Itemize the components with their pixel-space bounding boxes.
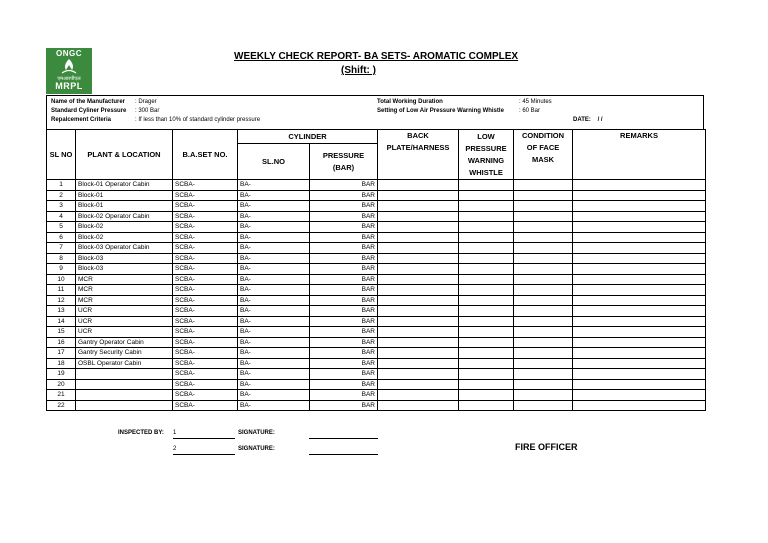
cell-sl-no: 19 (47, 369, 76, 380)
cell-remarks (573, 348, 706, 359)
cell-cylinder-sl-no: BA- (238, 190, 310, 201)
cell-sl-no: 5 (47, 222, 76, 233)
cell-sl-no: 7 (47, 243, 76, 254)
cell-plant-location (76, 379, 173, 390)
table-row (47, 379, 706, 390)
cell-face-mask (514, 243, 573, 254)
cell-low-pressure-whistle (459, 316, 514, 327)
cell-remarks (573, 222, 706, 233)
cell-remarks (573, 232, 706, 243)
cell-low-pressure-whistle (459, 222, 514, 233)
info-row: Setting of Low Air Pressure Warning Whistle : 60 Bar (377, 108, 541, 114)
cell-pressure: BAR (310, 190, 378, 201)
cell-cylinder-sl-no: BA- (238, 306, 310, 317)
cell-face-mask (514, 211, 573, 222)
cell-back-plate (378, 348, 459, 359)
table-row (47, 232, 706, 243)
cell-remarks (573, 358, 706, 369)
cell-ba-set-no: SCBA- (173, 348, 238, 359)
cell-ba-set-no: SCBA- (173, 327, 238, 338)
cell-ba-set-no: SCBA- (173, 400, 238, 411)
cell-pressure: BAR (310, 348, 378, 359)
cell-ba-set-no: SCBA- (173, 232, 238, 243)
cell-back-plate (378, 285, 459, 296)
cell-face-mask (514, 358, 573, 369)
table-row (47, 316, 706, 327)
cell-ba-set-no: SCBA- (173, 306, 238, 317)
date-value: / / (597, 117, 603, 123)
cell-pressure: BAR (310, 369, 378, 380)
cell-face-mask (514, 327, 573, 338)
cell-back-plate (378, 180, 459, 191)
logo-text-mrpl: MRPL (55, 81, 83, 91)
fire-officer-label: FIRE OFFICER (515, 442, 578, 452)
cell-low-pressure-whistle (459, 379, 514, 390)
info-row: Name of the Manufacturer : Drager (51, 99, 157, 105)
cell-remarks (573, 253, 706, 264)
cell-pressure: BAR (310, 306, 378, 317)
header-remarks: REMARKS (573, 130, 706, 180)
cell-pressure: BAR (310, 400, 378, 411)
cell-cylinder-sl-no: BA- (238, 390, 310, 401)
cell-face-mask (514, 190, 573, 201)
cell-sl-no: 20 (47, 379, 76, 390)
table-row (47, 201, 706, 212)
cell-ba-set-no: SCBA- (173, 358, 238, 369)
cell-back-plate (378, 190, 459, 201)
cell-cylinder-sl-no: BA- (238, 295, 310, 306)
table-row (47, 358, 706, 369)
cell-face-mask (514, 306, 573, 317)
cell-remarks (573, 369, 706, 380)
cell-remarks (573, 316, 706, 327)
signature-line-1 (309, 438, 378, 439)
cell-remarks (573, 400, 706, 411)
logo-text-ongc: ONGC (56, 49, 82, 58)
cell-plant-location: Block-02 Operator Cabin (76, 211, 173, 222)
cell-cylinder-sl-no: BA- (238, 232, 310, 243)
cell-ba-set-no: SCBA- (173, 190, 238, 201)
cell-pressure: BAR (310, 180, 378, 191)
cell-plant-location: Block-02 (76, 232, 173, 243)
info-row: Total Working Duration : 45 Minutes (377, 99, 552, 105)
cell-cylinder-sl-no: BA- (238, 285, 310, 296)
cell-back-plate (378, 243, 459, 254)
cell-back-plate (378, 264, 459, 275)
table-row (47, 190, 706, 201)
cell-back-plate (378, 306, 459, 317)
table-row (47, 390, 706, 401)
cell-cylinder-sl-no: BA- (238, 379, 310, 390)
cell-ba-set-no: SCBA- (173, 253, 238, 264)
cell-ba-set-no: SCBA- (173, 390, 238, 401)
cell-remarks (573, 295, 706, 306)
cell-remarks (573, 201, 706, 212)
cell-back-plate (378, 316, 459, 327)
header-ba-set-no: B.A.SET NO. (173, 130, 238, 180)
cell-pressure: BAR (310, 232, 378, 243)
cell-back-plate (378, 232, 459, 243)
title-line-1: WEEKLY CHECK REPORT- BA SETS- AROMATIC COMPLEX (234, 51, 519, 62)
cell-ba-set-no: SCBA- (173, 316, 238, 327)
cell-pressure: BAR (310, 358, 378, 369)
cell-plant-location: MCR (76, 295, 173, 306)
signature-label-2: SIGNATURE: (238, 446, 275, 452)
cell-face-mask (514, 232, 573, 243)
cell-sl-no: 14 (47, 316, 76, 327)
header-sl-no: SL NO (47, 130, 76, 180)
cell-back-plate (378, 201, 459, 212)
inspector-line-2 (173, 454, 235, 455)
cell-low-pressure-whistle (459, 295, 514, 306)
table-row (47, 295, 706, 306)
cell-low-pressure-whistle (459, 243, 514, 254)
cell-plant-location: Gantry Security Cabin (76, 348, 173, 359)
table-row (47, 264, 706, 275)
cell-back-plate (378, 295, 459, 306)
cell-back-plate (378, 379, 459, 390)
cell-back-plate (378, 358, 459, 369)
cell-pressure: BAR (310, 201, 378, 212)
cell-low-pressure-whistle (459, 306, 514, 317)
cell-face-mask (514, 379, 573, 390)
header-pressure-bar: PRESSURE (BAR) (310, 144, 378, 180)
cell-low-pressure-whistle (459, 285, 514, 296)
cell-plant-location: UCR (76, 316, 173, 327)
cell-pressure: BAR (310, 222, 378, 233)
inspected-by-label: INSPECTED BY: (118, 430, 164, 436)
table-row (47, 285, 706, 296)
cell-pressure: BAR (310, 253, 378, 264)
cell-remarks (573, 337, 706, 348)
cell-low-pressure-whistle (459, 264, 514, 275)
cell-pressure: BAR (310, 211, 378, 222)
cell-pressure: BAR (310, 379, 378, 390)
cell-low-pressure-whistle (459, 337, 514, 348)
cell-back-plate (378, 400, 459, 411)
cell-low-pressure-whistle (459, 369, 514, 380)
cell-sl-no: 10 (47, 274, 76, 285)
cell-remarks (573, 327, 706, 338)
cell-face-mask (514, 295, 573, 306)
cell-face-mask (514, 264, 573, 275)
cell-plant-location: Gantry Operator Cabin (76, 337, 173, 348)
cell-face-mask (514, 253, 573, 264)
cell-cylinder-sl-no: BA- (238, 201, 310, 212)
header-cylinder-sl-no: SL.NO (238, 144, 310, 180)
cell-ba-set-no: SCBA- (173, 201, 238, 212)
cell-plant-location: Block-01 (76, 190, 173, 201)
table-row (47, 274, 706, 285)
cell-low-pressure-whistle (459, 274, 514, 285)
cell-remarks (573, 274, 706, 285)
cell-low-pressure-whistle (459, 201, 514, 212)
table-row (47, 243, 706, 254)
cell-pressure: BAR (310, 274, 378, 285)
cell-sl-no: 16 (47, 337, 76, 348)
cell-cylinder-sl-no: BA- (238, 222, 310, 233)
table-row (47, 337, 706, 348)
cell-cylinder-sl-no: BA- (238, 180, 310, 191)
cell-back-plate (378, 390, 459, 401)
cell-plant-location: MCR (76, 274, 173, 285)
cell-cylinder-sl-no: BA- (238, 253, 310, 264)
cell-ba-set-no: SCBA- (173, 180, 238, 191)
cell-low-pressure-whistle (459, 211, 514, 222)
header-plant-location: PLANT & LOCATION (76, 130, 173, 180)
cell-cylinder-sl-no: BA- (238, 369, 310, 380)
signature-line-2 (309, 454, 378, 455)
cell-back-plate (378, 253, 459, 264)
cell-face-mask (514, 285, 573, 296)
cell-remarks (573, 180, 706, 191)
cell-low-pressure-whistle (459, 327, 514, 338)
table-row (47, 222, 706, 233)
info-right (377, 98, 552, 116)
cell-low-pressure-whistle (459, 232, 514, 243)
title-line-2: (Shift: ) (341, 65, 376, 76)
company-logo (46, 48, 92, 94)
cell-low-pressure-whistle (459, 400, 514, 411)
cell-plant-location: MCR (76, 285, 173, 296)
cell-back-plate (378, 274, 459, 285)
cell-back-plate (378, 222, 459, 233)
cell-remarks (573, 211, 706, 222)
cell-face-mask (514, 201, 573, 212)
cell-low-pressure-whistle (459, 180, 514, 191)
cell-ba-set-no: SCBA- (173, 337, 238, 348)
cell-cylinder-sl-no: BA- (238, 274, 310, 285)
inspector-number-2: 2 (173, 446, 177, 452)
cell-sl-no: 9 (47, 264, 76, 275)
cell-back-plate (378, 211, 459, 222)
cell-plant-location: Block-01 (76, 201, 173, 212)
cell-low-pressure-whistle (459, 358, 514, 369)
cell-sl-no: 2 (47, 190, 76, 201)
cell-sl-no: 11 (47, 285, 76, 296)
table-row (47, 327, 706, 338)
cell-sl-no: 22 (47, 400, 76, 411)
cell-pressure: BAR (310, 264, 378, 275)
inspector-number-1: 1 (173, 430, 177, 436)
cell-cylinder-sl-no: BA- (238, 243, 310, 254)
cell-cylinder-sl-no: BA- (238, 358, 310, 369)
cell-sl-no: 8 (47, 253, 76, 264)
cell-plant-location (76, 400, 173, 411)
info-row: Repalcement Criteria : If less than 10% of standard cylinder pressure (51, 117, 261, 123)
cell-back-plate (378, 369, 459, 380)
info-row: Standard Cyliner Pressure : 300 Bar (51, 108, 160, 114)
logo-text-hindi: एमआरपीएल (57, 76, 81, 82)
cell-ba-set-no: SCBA- (173, 243, 238, 254)
table-body (47, 180, 706, 411)
cell-cylinder-sl-no: BA- (238, 211, 310, 222)
header-back-plate: BACK PLATE/HARNESS (378, 130, 459, 180)
date-field (573, 116, 603, 125)
cell-sl-no: 3 (47, 201, 76, 212)
header-cylinder: CYLINDER (238, 130, 378, 144)
info-left (51, 98, 260, 125)
table-row (47, 306, 706, 317)
cell-remarks (573, 390, 706, 401)
cell-face-mask (514, 222, 573, 233)
cell-plant-location: Block-01 Operator Cabin (76, 180, 173, 191)
cell-ba-set-no: SCBA- (173, 285, 238, 296)
cell-back-plate (378, 327, 459, 338)
info-block (46, 95, 704, 129)
cell-plant-location: UCR (76, 327, 173, 338)
header-low-pressure-whistle: LOW PRESSURE WARNING WHISTLE (459, 130, 514, 180)
cell-remarks (573, 243, 706, 254)
table-row (47, 180, 706, 191)
cell-low-pressure-whistle (459, 390, 514, 401)
cell-sl-no: 6 (47, 232, 76, 243)
cell-cylinder-sl-no: BA- (238, 348, 310, 359)
cell-remarks (573, 306, 706, 317)
cell-low-pressure-whistle (459, 190, 514, 201)
cell-low-pressure-whistle (459, 253, 514, 264)
cell-plant-location (76, 390, 173, 401)
cell-face-mask (514, 348, 573, 359)
cell-back-plate (378, 337, 459, 348)
cell-pressure: BAR (310, 316, 378, 327)
cell-sl-no: 13 (47, 306, 76, 317)
cell-face-mask (514, 337, 573, 348)
cell-remarks (573, 379, 706, 390)
cell-ba-set-no: SCBA- (173, 264, 238, 275)
date-label: DATE: (573, 117, 591, 123)
cell-remarks (573, 190, 706, 201)
cell-sl-no: 17 (47, 348, 76, 359)
cell-ba-set-no: SCBA- (173, 211, 238, 222)
table-row (47, 211, 706, 222)
ba-sets-table (46, 129, 706, 411)
cell-cylinder-sl-no: BA- (238, 264, 310, 275)
cell-plant-location: UCR (76, 306, 173, 317)
cell-plant-location: Block-03 Operator Cabin (76, 243, 173, 254)
cell-plant-location (76, 369, 173, 380)
cell-face-mask (514, 316, 573, 327)
cell-pressure: BAR (310, 295, 378, 306)
header-face-mask: CONDITION OF FACE MASK (514, 130, 573, 180)
flame-emblem-icon (59, 58, 79, 76)
cell-ba-set-no: SCBA- (173, 295, 238, 306)
cell-cylinder-sl-no: BA- (238, 400, 310, 411)
cell-pressure: BAR (310, 285, 378, 296)
cell-sl-no: 18 (47, 358, 76, 369)
table-row (47, 253, 706, 264)
cell-sl-no: 21 (47, 390, 76, 401)
cell-plant-location: Block-03 (76, 253, 173, 264)
table-row (47, 400, 706, 411)
cell-pressure: BAR (310, 243, 378, 254)
cell-cylinder-sl-no: BA- (238, 316, 310, 327)
cell-plant-location: OSBL Operator Cabin (76, 358, 173, 369)
cell-pressure: BAR (310, 337, 378, 348)
cell-ba-set-no: SCBA- (173, 222, 238, 233)
cell-remarks (573, 264, 706, 275)
cell-face-mask (514, 274, 573, 285)
inspector-line-1 (173, 438, 235, 439)
cell-face-mask (514, 180, 573, 191)
cell-cylinder-sl-no: BA- (238, 337, 310, 348)
cell-ba-set-no: SCBA- (173, 379, 238, 390)
cell-plant-location: Block-02 (76, 222, 173, 233)
cell-pressure: BAR (310, 327, 378, 338)
cell-plant-location: Block-03 (76, 264, 173, 275)
cell-face-mask (514, 390, 573, 401)
cell-ba-set-no: SCBA- (173, 274, 238, 285)
table-row (47, 369, 706, 380)
cell-face-mask (514, 400, 573, 411)
cell-low-pressure-whistle (459, 348, 514, 359)
cell-sl-no: 12 (47, 295, 76, 306)
cell-ba-set-no: SCBA- (173, 369, 238, 380)
table-row (47, 348, 706, 359)
cell-remarks (573, 285, 706, 296)
cell-sl-no: 1 (47, 180, 76, 191)
cell-cylinder-sl-no: BA- (238, 327, 310, 338)
signature-label-1: SIGNATURE: (238, 430, 275, 436)
cell-sl-no: 4 (47, 211, 76, 222)
cell-sl-no: 15 (47, 327, 76, 338)
cell-pressure: BAR (310, 390, 378, 401)
cell-face-mask (514, 369, 573, 380)
